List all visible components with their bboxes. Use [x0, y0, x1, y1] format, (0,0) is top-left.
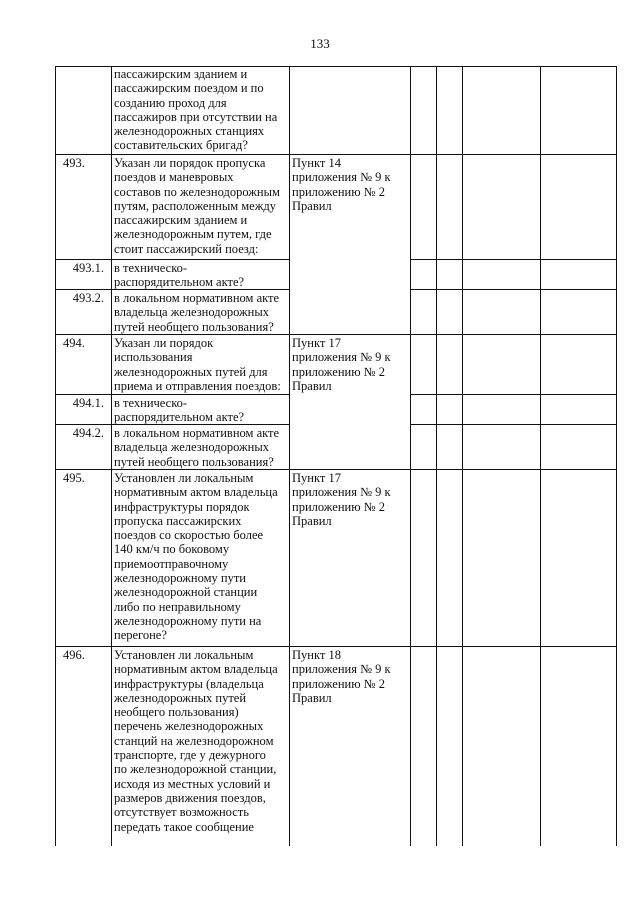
- row-number: 493.: [63, 156, 85, 170]
- question-text: Указан ли порядок использования железнодорожных путей для приема и отправления поездов:: [114, 336, 281, 393]
- question-text: в локальном нормативном акте владельца железнодорожных путей необщего пользования?: [114, 426, 280, 469]
- row-number: 494.2.: [72, 426, 104, 440]
- table-border: [410, 394, 617, 395]
- table-border: [55, 66, 617, 67]
- question-text: Указан ли порядок пропуска поездов и маневровых составов по железнодорожным путям, расположенным между пассажирским зданием и железнодорожным путем, где стоит пассажирский поезд:: [114, 156, 280, 256]
- legal-reference: Пункт 18 приложения № 9 к приложению № 2 Правил: [292, 648, 391, 705]
- page-number: 133: [310, 36, 330, 51]
- table-border: [55, 259, 289, 260]
- question-text: в техническо- распорядительном акте?: [114, 261, 245, 290]
- question-text: пассажирским зданием и пассажирским поездом и по созданию проход для пассажиров при отсутствии на железнодорожных станциях составительских бригад?: [114, 67, 278, 153]
- legal-reference: Пункт 17 приложения № 9 к приложению № 2 Правил: [292, 471, 391, 528]
- table-border: [55, 646, 617, 647]
- table-border: [111, 66, 112, 846]
- row-number: 496.: [63, 648, 85, 662]
- table-border: [55, 424, 289, 425]
- table-border: [55, 66, 56, 846]
- table-border: [55, 154, 617, 155]
- question-text: в локальном нормативном акте владельца железнодорожных путей необщего пользования?: [114, 291, 280, 334]
- legal-reference: Пункт 14 приложения № 9 к приложению № 2 Правил: [292, 156, 391, 213]
- table-border: [55, 394, 289, 395]
- table-border: [436, 66, 437, 846]
- row-number: 493.1.: [72, 261, 104, 275]
- table-border: [55, 334, 617, 335]
- table-border: [410, 259, 617, 260]
- row-number: 494.: [63, 336, 85, 350]
- row-number: 493.2.: [72, 291, 104, 305]
- question-text: Установлен ли локальным нормативным актом владельца инфраструктуры (владельца железнодорожных путей необщего пользования) перечень железнодорожных станций на железнодорожном транспорте, где у дежурного по железнодорожной станции, исходя из местных условий и размеров движения поездов, отсутствует возможность передать такое сообщение: [114, 648, 278, 834]
- table-border: [289, 66, 290, 846]
- legal-reference: Пункт 17 приложения № 9 к приложению № 2 Правил: [292, 336, 391, 393]
- row-number: 494.1.: [72, 396, 104, 410]
- table-border: [410, 424, 617, 425]
- table-border: [410, 289, 617, 290]
- table-border: [55, 469, 617, 470]
- question-text: в техническо- распорядительном акте?: [114, 396, 245, 425]
- table-border: [55, 289, 289, 290]
- table-border: [616, 66, 617, 846]
- row-number: 495.: [63, 471, 85, 485]
- question-text: Установлен ли локальным нормативным актом владельца инфраструктуры порядок пропуска пассажирских поездов со скоростью более 140 км/ч по боковому приемоотправочному железнодорожному пути железнодорожной станции либо по неправильному железнодорожному пути на перегоне?: [114, 471, 278, 643]
- table-border: [540, 66, 541, 846]
- table-border: [462, 66, 463, 846]
- table-border: [410, 66, 411, 846]
